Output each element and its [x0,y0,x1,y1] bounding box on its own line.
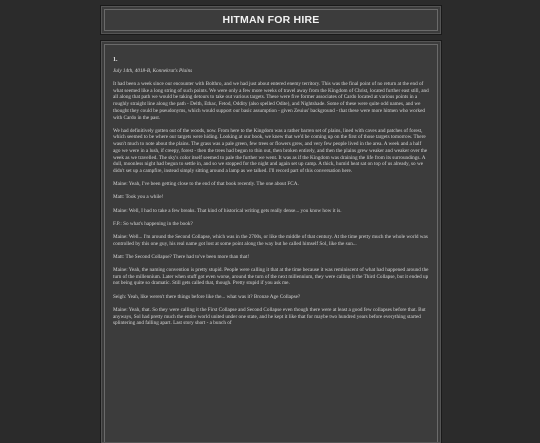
dialogue-line: Maine: Well, I had to take a few breaks. That kind of historical writing gets really dense... you know how it is. [113,207,342,214]
story-paragraph: We had definitively gotten out of the woods, now. From here to the Kingdom was a rather barren set of plains, lined with caves and patches of forest, which seemed to be where our targets were hiding. Looking at our book, we knew that we'd be coming up on the first of those targets tomorrow. There wasn't much to note about the plains. The grass was a pale green, few trees or flowers grew, and very few people lived in the area. A week and a half ago we were in a lush, if creepy, forest - then the trees had begun to thin out, then broken entirely, and then the plains grew weaker and weaker over the week as we travelled. The sky's color itself seemed to pale the further we went. It was as if the Kingdom was draining the life from its surroundings. A dull, moonless night had begun to settle in, and so we stopped for the night and again set up camp. A thick, humid heat sat on top of us already, so we didn't set up a campfire, instead simply sitting around a lamp as we talked. I'll record part of this conversation here. [113,127,428,174]
story-body [104,44,438,442]
chapter-number: 1. [113,57,118,63]
story-panel [101,41,441,443]
site-title: HITMAN FOR HIRE [222,14,320,26]
dialogue-line: Matt: Took you a while! [113,194,164,201]
site-header [101,6,441,34]
dialogue-line: Matt: The Second Collapse? There had to've been more than that! [113,253,250,260]
dialogue-line: Maine: Yeah, the naming convention is pretty stupid. People were calling it that at the time because it was reminiscent of what had happened around the turn of the millennium. Later when stuff got even worse, around the turn of the next millennium, they were calling it the Third Collapse, but it ended up not being quite so dramatic. Still gets called that, though. Pretty stupid if you ask me. [113,267,429,287]
dialogue-line: Maine: Yeah, I've been getting close to the end of that book recently. The one about FCA. [113,181,299,188]
dialogue-line: Maine: Well... I'm around the Second Collapse, which was in the 2700s, or like the middle of that century. At the time pretty much the whole world was controlled by this one guy, his real name got lost at some point along the way but he called himself Sol, like the sun... [113,233,428,247]
dialogue-line: Maine: Yeah, that. So they were calling it the First Collapse and Second Collapse even though there were at least a good few collapses before that. But anyways, Sol had pretty much the entire world united under one state, and he kept it like that for maybe two hundred years before everything started splintering and falling apart. Last story short - a bunch of [113,306,426,327]
story-paragraph: It had been a week since our encounter with Bolthro, and we had just about entered enemy territory. This was the final point of no return at the end of what seemed like a long string of such points. We were only a few more weeks of travel away from the Kingdom of Christ, located further east still, and all along that path we would be taking detours to take out various targets. These were five former associates of Cardo located at various points in a roughly straight line along the path - Delth, Ethac, Fetod, Oddity (also spelled Odite), and Nightshade. Some of these were quite odd names, and we thought they could be pseudonyms, which would support our basic assumption - given Zeuius' background - that these were more hitmen who worked with Cardo in the past. [113,81,429,121]
site-header-inner [104,9,438,31]
dialogue-line: Seigh: Yeah, like weren't there things before like the... what was it? Bronze Age Collapse? [113,293,301,300]
entry-dateline: July 14th, 4018-B, Konnekrat's Plains [113,68,193,74]
dialogue-line: F.P.: So what's happening in the book? [113,220,193,227]
